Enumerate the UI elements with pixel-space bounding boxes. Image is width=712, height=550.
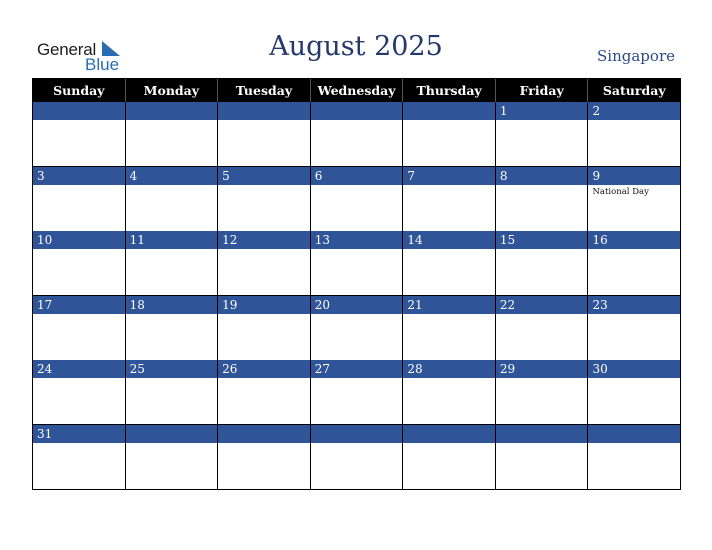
calendar-grid [32,78,681,490]
day-cell [588,102,680,167]
day-number: 31 [33,425,125,443]
day-cell [496,296,589,361]
day-number [403,102,495,120]
day-cell [218,360,311,425]
day-cell [33,425,126,490]
day-cell [218,296,311,361]
week-row [33,167,680,232]
day-cell [588,360,680,425]
day-number: 4 [126,167,218,185]
day-cell [126,360,219,425]
day-cell [588,296,680,361]
day-cell [403,102,496,167]
weekday-friday: Friday [496,79,589,102]
week-row [33,425,680,490]
day-cell [588,167,680,232]
day-cell [33,167,126,232]
week-row [33,102,680,167]
day-cell [496,102,589,167]
day-number [403,425,495,443]
day-number: 8 [496,167,588,185]
day-number: 22 [496,296,588,314]
day-number [588,425,680,443]
day-number: 25 [126,360,218,378]
day-number: 9 [588,167,680,185]
day-cell [496,167,589,232]
day-cell [311,167,404,232]
day-number: 18 [126,296,218,314]
calendar-title: August 2025 [269,31,443,62]
day-cell [218,167,311,232]
day-cell [496,231,589,296]
day-cell [311,296,404,361]
day-number: 19 [218,296,310,314]
day-number: 27 [311,360,403,378]
day-number: 3 [33,167,125,185]
day-number: 14 [403,231,495,249]
weekday-wednesday: Wednesday [311,79,404,102]
day-cell [218,102,311,167]
weekday-header-row [33,79,680,102]
day-number: 28 [403,360,495,378]
week-row [33,360,680,425]
day-cell [218,425,311,490]
day-cell [33,231,126,296]
day-cell [496,425,589,490]
day-cell [588,231,680,296]
day-number [311,102,403,120]
day-cell [311,102,404,167]
day-cell [33,296,126,361]
day-number: 2 [588,102,680,120]
day-number [126,425,218,443]
day-cell [403,296,496,361]
day-cell [126,167,219,232]
day-number: 24 [33,360,125,378]
day-cell [403,360,496,425]
day-number: 30 [588,360,680,378]
day-cell [588,425,680,490]
day-cell [496,360,589,425]
country-label: Singapore [597,47,675,65]
day-number [496,425,588,443]
day-cell [311,360,404,425]
day-cell [403,425,496,490]
day-number [33,102,125,120]
day-number [218,425,310,443]
weekday-thursday: Thursday [403,79,496,102]
day-number: 15 [496,231,588,249]
day-number: 10 [33,231,125,249]
day-cell [311,231,404,296]
day-number: 17 [33,296,125,314]
day-number: 29 [496,360,588,378]
week-row [33,231,680,296]
day-number: 13 [311,231,403,249]
day-number: 12 [218,231,310,249]
day-number: 23 [588,296,680,314]
day-number [126,102,218,120]
day-number: 6 [311,167,403,185]
day-number: 11 [126,231,218,249]
day-cell [403,167,496,232]
day-cell [126,231,219,296]
day-number: 7 [403,167,495,185]
day-number: 20 [311,296,403,314]
day-cell [126,102,219,167]
day-cell [33,360,126,425]
day-cell [126,296,219,361]
day-number: 21 [403,296,495,314]
holiday-label: National Day [592,187,649,197]
day-cell [311,425,404,490]
week-row [33,296,680,361]
day-number: 16 [588,231,680,249]
day-cell [218,231,311,296]
day-number [311,425,403,443]
weekday-monday: Monday [126,79,219,102]
day-cell [126,425,219,490]
day-number: 1 [496,102,588,120]
day-cell [33,102,126,167]
logo-text-blue: Blue [85,55,120,74]
day-number: 5 [218,167,310,185]
weekday-tuesday: Tuesday [218,79,311,102]
weekday-sunday: Sunday [33,79,126,102]
weekday-saturday: Saturday [602,83,666,98]
day-number: 26 [218,360,310,378]
day-number [218,102,310,120]
logo-text-general: General [37,40,97,59]
day-cell [403,231,496,296]
